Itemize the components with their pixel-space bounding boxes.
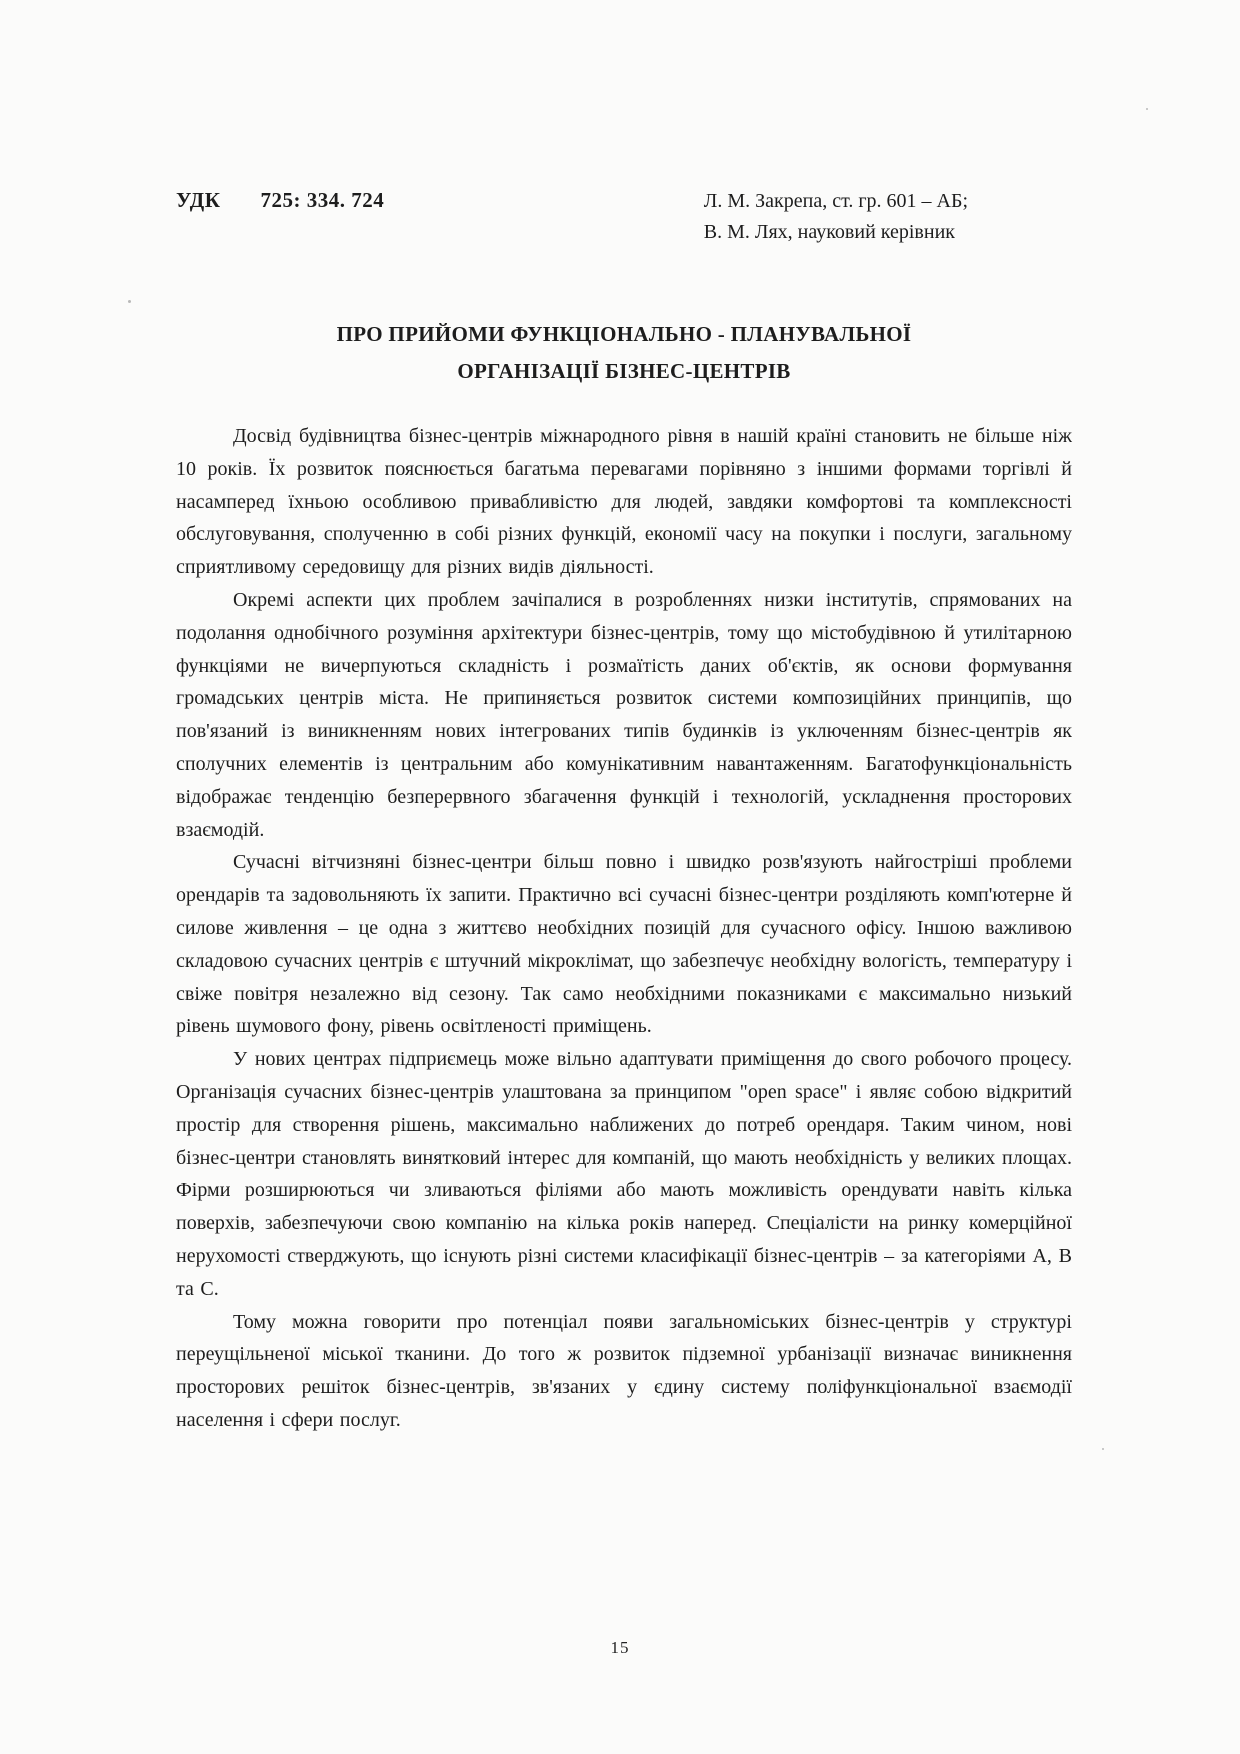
author-line-2: В. М. Лях, науковий керівник: [703, 221, 956, 243]
paragraph-2: Окремі аспекти цих проблем зачіпалися в розробленнях низки інститутів, спрямованих на подолання однобічного розуміння архітектури бізнес-центрів, тому що містобудівною й утилітарною функціями не вичерпуються складність і розмаїтість даних об'єктів, як основи формування громадських центрів міста. Не припиняється розвиток системи композиційних принципів, що пов'язаний із виникненням нових інтегрованих типів будинків із уключенням бізнес-центрів як сполучних елементів із центральним або комунікативним навантаженням. Багатофункціональність відображає тенденцію безперервного збагачення функцій і технологій, ускладнення просторових взаємодій.: [176, 588, 1072, 841]
paragraph-1: Досвід будівництва бізнес-центрів міжнародного рівня в нашій країні становить не більше ніж 10 років. Їх розвиток пояснюється багатьма перевагами порівняно з іншими формами торгівлі й насамперед їхньою особливою привабливістю для людей, завдяки комфортові та комплексності обслуговування, сполученню в собі різних функцій, економії часу на покупки і послуги, загальному сприятливому середовищу для різних видів діяльності.: [176, 425, 1072, 579]
paragraph-5: Тому можна говорити про потенціал появи загальноміських бізнес-центрів у структурі переущільненої міської тканини. До того ж розвиток підземної урбанізації визначає виникнення просторових решіток бізнес-центрів, зв'язаних у єдину систему поліфункціональної взаємодії населення і сфери послуг.: [176, 1310, 1072, 1431]
title-line-1: ПРО ПРИЙОМИ ФУНКЦІОНАЛЬНО - ПЛАНУВАЛЬНОЇ: [336, 322, 912, 346]
scan-speck: [128, 300, 131, 303]
author-block: [704, 186, 968, 248]
udc-number: 725: 334. 724: [260, 188, 385, 212]
scan-speck: [1102, 1448, 1104, 1450]
udc-label: УДК: [176, 188, 221, 212]
title-line-2: ОРГАНІЗАЦІЇ БІЗНЕС-ЦЕНТРІВ: [457, 359, 791, 383]
paragraph-4: У нових центрах підприємець може вільно адаптувати приміщення до свого робочого процесу. Організація сучасних бізнес-центрів улаштована за принципом "open space" і являє собою відкритий простір для створення рішень, максимально наближених до потреб орендаря. Таким чином, нові бізнес-центри становлять винятковий інтерес для компаній, що мають необхідність у великих площах. Фірми розширюються чи зливаються філіями або мають можливість орендувати навіть кілька поверхів, забезпечуючи свою компанію на кілька років наперед. Спеціалісти на ринку комерційної нерухомості стверджують, що існують різні системи класифікації бізнес-центрів – за категоріями А, В та С.: [176, 1048, 1072, 1300]
author-line-1: Л. М. Закрепа, ст. гр. 601 – АБ;: [703, 190, 968, 212]
article-body: [176, 420, 1072, 1437]
page-content: [176, 186, 1072, 1437]
paragraph-3: Сучасні вітчизняні бізнес-центри більш повно і швидко розв'язують найгостріші проблеми орендарів та задовольняють їх запити. Практично всі сучасні бізнес-центри розділяють комп'ютерне й силове живлення – це одна з життєво необхідних позицій для сучасного офісу. Іншою важливою складовою сучасних центрів є штучний мікроклімат, що забезпечує необхідну вологість, температуру і свіже повітря незалежно від сезону. Так само необхідними показниками є максимально низький рівень шумового фону, рівень освітленості приміщень.: [176, 851, 1072, 1038]
header-row: [176, 186, 1072, 248]
udc-code: [176, 186, 384, 213]
scan-speck: [1146, 108, 1148, 110]
article-title: [176, 316, 1072, 390]
page-number: 15: [610, 1638, 630, 1657]
